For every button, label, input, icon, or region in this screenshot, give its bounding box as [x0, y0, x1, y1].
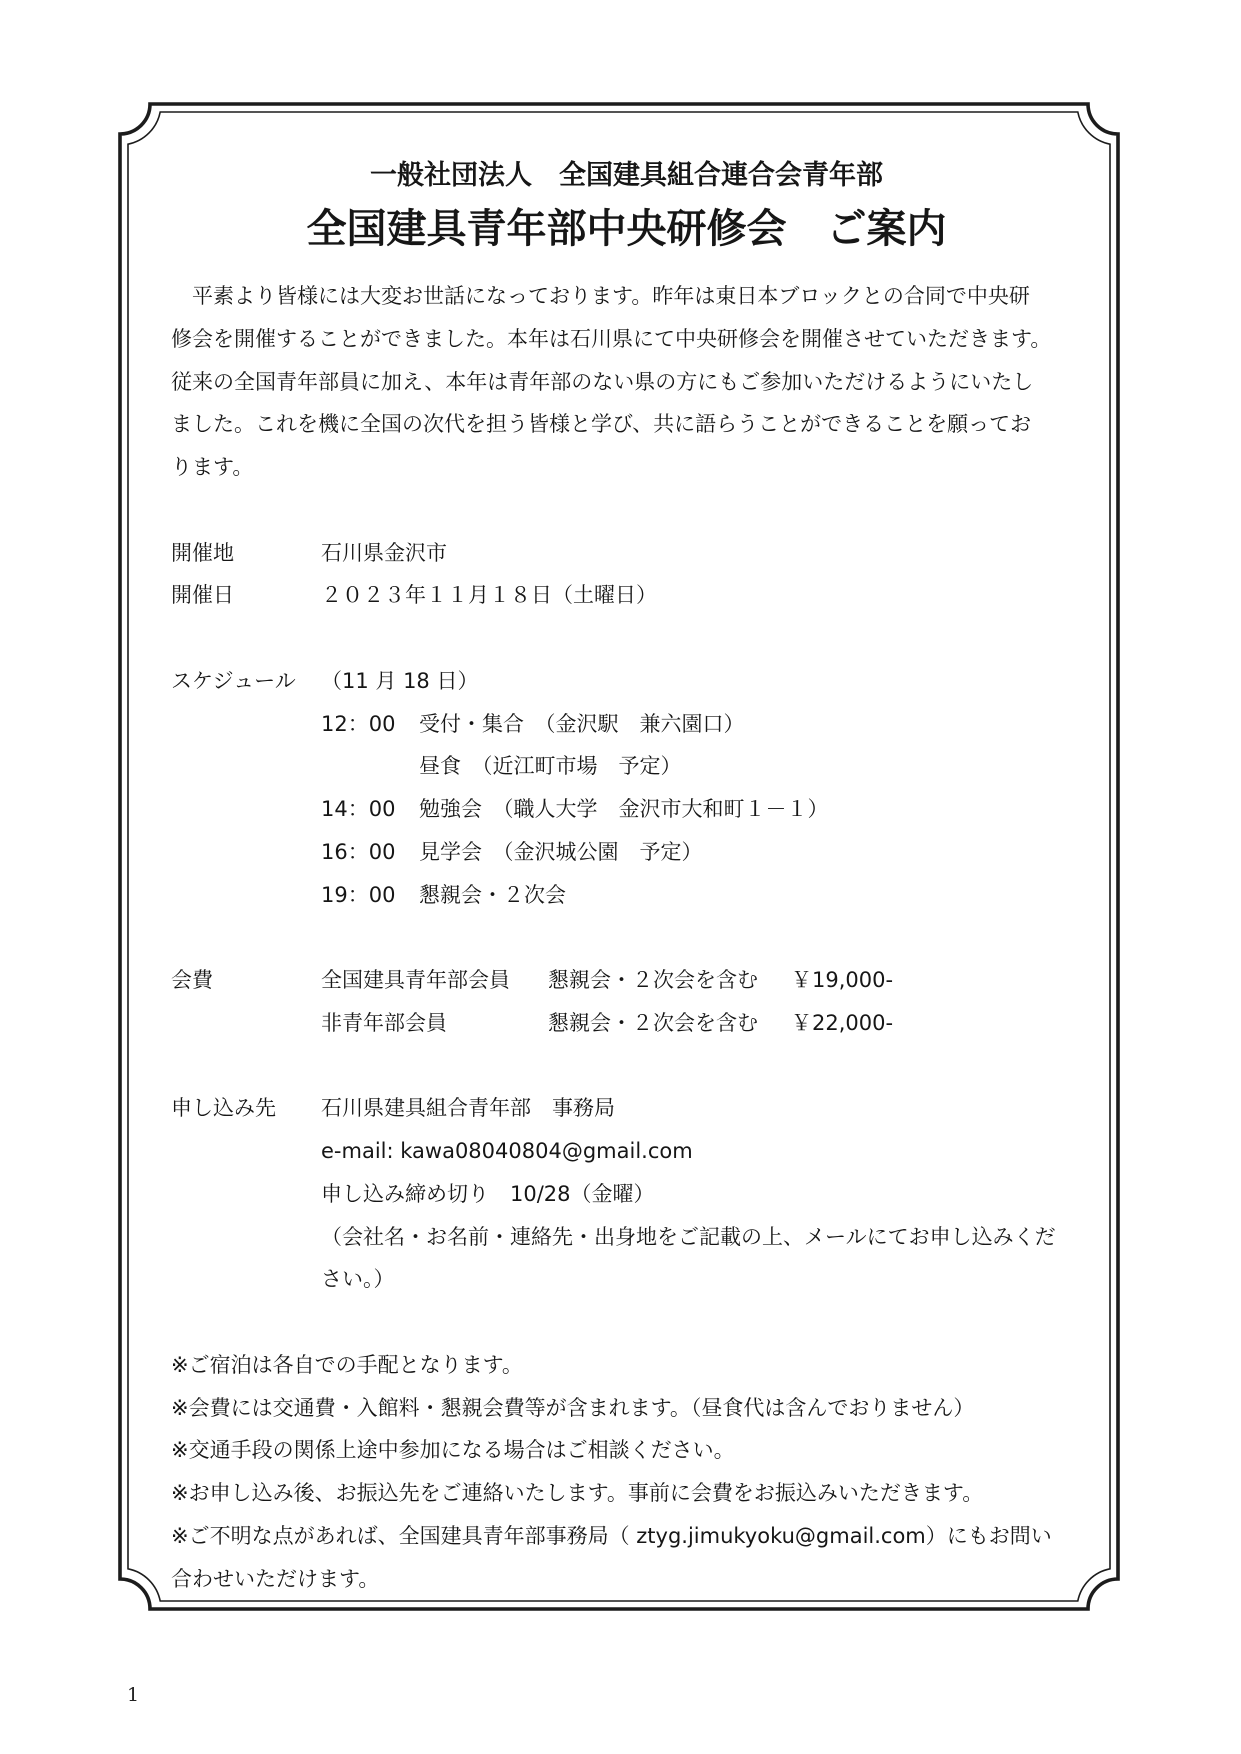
- venue-value: 石川県金沢市: [321, 540, 447, 565]
- fee-amount: ￥22,000-: [791, 1010, 894, 1035]
- date-value: ２０２３年１１月１８日（土曜日）: [321, 583, 657, 608]
- fee-amount: ￥19,000-: [791, 968, 894, 992]
- fee-includes: 懇親会・２次会を含む: [548, 968, 758, 992]
- schedule-activity: 見学会 （金沢城公園 予定）: [419, 839, 703, 864]
- contact-office: 石川県建具組合青年部 事務局: [321, 1096, 615, 1121]
- contact-deadline: 申し込み締め切り 10/28（金曜）: [321, 1181, 655, 1206]
- intro-line: 従来の全国青年部員に加え、本年は青年部のない県の方にもご参加いただけるようにいたし: [171, 369, 1034, 394]
- schedule-time: 19：00: [321, 882, 396, 907]
- contact-instructions: （会社名・お名前・連絡先・出身地をご記載の上、メールにてお申し込みくだ: [321, 1224, 1056, 1249]
- note-line: ※会費には交通費・入館料・懇親会費等が含まれます。（昼食代は含んでおりません）: [171, 1395, 975, 1420]
- organization-name: 一般社団法人 全国建具組合連合会青年部: [370, 160, 883, 191]
- fee-row: [171, 1002, 1096, 1045]
- venue-label: 開催地: [171, 540, 234, 565]
- intro-line: ります。: [171, 455, 254, 479]
- schedule-item: [171, 874, 1096, 917]
- schedule-time: 16：00: [321, 839, 396, 864]
- schedule-date: （11 月 18 日）: [321, 668, 479, 693]
- date-row: [171, 574, 1096, 617]
- schedule-item: [171, 831, 1096, 874]
- schedule-activity: 懇親会・２次会: [419, 882, 566, 907]
- note-line: ※ご宿泊は各自での手配となります。: [171, 1352, 523, 1377]
- schedule-item: [171, 745, 1096, 788]
- schedule-activity: 昼食 （近江町市場 予定）: [419, 754, 682, 779]
- contact-instructions: さい。）: [321, 1267, 395, 1292]
- contact-label: 申し込み先: [171, 1096, 276, 1121]
- note-line: 合わせいただけます。: [171, 1566, 380, 1591]
- schedule-time: 14：00: [321, 797, 396, 821]
- fee-includes: 懇親会・２次会を含む: [548, 1010, 758, 1035]
- fee-member-type: 非青年部会員: [321, 1010, 447, 1035]
- document-body: [171, 275, 1096, 1600]
- schedule-time: 12：00: [321, 711, 396, 736]
- fee-row: [171, 959, 1096, 1002]
- page-number: 1: [127, 1684, 140, 1706]
- note-line: ※交通手段の関係上途中参加になる場合はご相談ください。: [171, 1438, 735, 1463]
- schedule-header-row: [171, 660, 1096, 703]
- schedule-time: [321, 745, 419, 788]
- contact-row: [171, 1087, 1096, 1130]
- note-line: ※お申し込み後、お振込先をご連絡いたします。事前に会費をお振込みいただきます。: [171, 1481, 984, 1505]
- intro-line: 平素より皆様には大変お世話になっております。昨年は東日本ブロックとの合同で中央研: [171, 284, 1030, 308]
- page-title: 全国建具青年部中央研修会 ご案内: [306, 206, 947, 252]
- schedule-activity: 受付・集合 （金沢駅 兼六園口）: [419, 711, 745, 736]
- schedule-activity: 勉強会 （職人大学 金沢市大和町１－１）: [419, 797, 829, 821]
- contact-email: e-mail: kawa08040804@gmail.com: [321, 1139, 693, 1163]
- schedule-item: [171, 703, 1096, 746]
- note-line: ※ご不明な点があれば、全国建具青年部事務局（ ztyg.jimukyoku@gmail.com）にもお問い: [171, 1523, 1052, 1548]
- schedule-item: [171, 788, 1096, 831]
- date-label: 開催日: [171, 583, 234, 608]
- intro-line: 修会を開催することができました。本年は石川県にて中央研修会を開催させていただきます。: [171, 326, 1052, 351]
- schedule-label: スケジュール: [171, 668, 296, 693]
- intro-line: ました。これを機に全国の次代を担う皆様と学び、共に語らうことができることを願ってお: [171, 412, 1032, 437]
- fees-label: 会費: [171, 968, 213, 992]
- venue-row: [171, 532, 1096, 575]
- fee-member-type: 全国建具青年部会員: [321, 968, 510, 992]
